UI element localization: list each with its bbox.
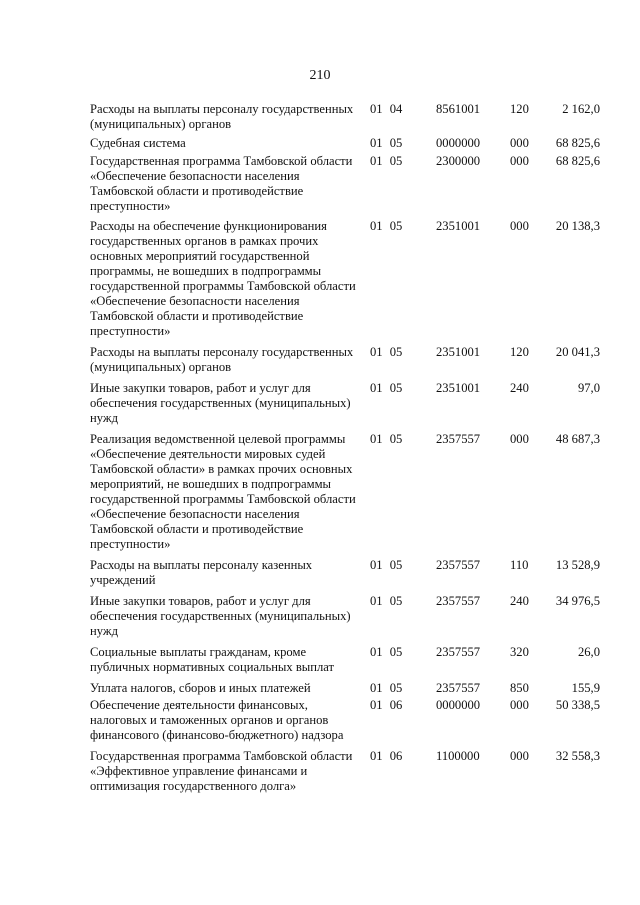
expense-type-code: 120 [510, 345, 529, 359]
item-name: Расходы на обеспечение функционирования государственных органов в рамках прочих основных мероприятий государственной программы, не вошедших в подпрограммы государственной программы Тамбовской области «Обеспечение безопасности населения Тамбовской области и противодействие преступности» [90, 219, 356, 338]
table-row [90, 698, 610, 743]
table-row [90, 749, 610, 794]
expense-type-code: 320 [510, 645, 529, 659]
expense-type-code: 000 [510, 136, 529, 150]
target-article-code: 0000000 [436, 136, 481, 150]
target-article-code: 0000000 [436, 698, 481, 712]
item-name: Расходы на выплаты персоналу государственных (муниципальных) органов [90, 345, 354, 374]
target-article-code: 2357557 [436, 594, 481, 608]
table-row [90, 645, 610, 675]
target-article-code: 1100000 [436, 749, 480, 763]
amount: 20 041,3 [555, 345, 600, 359]
target-article-code: 8561001 [436, 102, 481, 116]
section-code: 01 06 [370, 698, 403, 712]
amount: 48 687,3 [555, 432, 600, 446]
section-code: 01 06 [370, 749, 403, 763]
expense-type-code: 000 [510, 219, 529, 233]
table-row [90, 136, 610, 151]
expense-type-code: 000 [510, 432, 529, 446]
section-code: 01 05 [370, 594, 403, 608]
expense-type-code: 000 [510, 749, 529, 763]
amount: 97,0 [577, 381, 600, 395]
amount: 20 138,3 [555, 219, 600, 233]
section-code: 01 05 [370, 381, 403, 395]
amount: 2 162,0 [562, 102, 600, 116]
item-name: Судебная система [90, 136, 186, 150]
amount: 32 558,3 [555, 749, 600, 763]
table-row [90, 381, 610, 426]
expense-type-code: 850 [510, 681, 529, 695]
target-article-code: 2357557 [436, 681, 481, 695]
section-code: 01 05 [370, 558, 403, 572]
section-code: 01 05 [370, 154, 403, 168]
expense-type-code: 240 [510, 594, 529, 608]
amount: 34 976,5 [555, 594, 600, 608]
item-name: Иные закупки товаров, работ и услуг для обеспечения государственных (муниципальных) нужд [90, 381, 351, 425]
section-code: 01 05 [370, 345, 403, 359]
amount: 68 825,6 [555, 154, 600, 168]
table-row [90, 102, 610, 132]
section-code: 01 05 [370, 432, 403, 446]
item-name: Расходы на выплаты персоналу государственных (муниципальных) органов [90, 102, 354, 131]
page-number: 210 [309, 68, 331, 83]
table-row [90, 558, 610, 588]
item-name: Уплата налогов, сборов и иных платежей [90, 681, 311, 695]
section-code: 01 05 [370, 219, 403, 233]
table-row [90, 432, 610, 552]
target-article-code: 2300000 [436, 154, 481, 168]
table-row [90, 154, 610, 214]
section-code: 01 04 [370, 102, 403, 116]
expense-type-code: 240 [510, 381, 529, 395]
target-article-code: 2357557 [436, 645, 481, 659]
table-row [90, 594, 610, 639]
section-code: 01 05 [370, 681, 403, 695]
target-article-code: 2351001 [436, 345, 481, 359]
expense-type-code: 110 [510, 558, 529, 572]
target-article-code: 2351001 [436, 381, 481, 395]
target-article-code: 2357557 [436, 432, 481, 446]
section-code: 01 05 [370, 136, 403, 150]
section-code: 01 05 [370, 645, 403, 659]
item-name: Социальные выплаты гражданам, кроме публичных нормативных социальных выплат [90, 645, 335, 674]
amount: 13 528,9 [555, 558, 600, 572]
target-article-code: 2357557 [436, 558, 481, 572]
amount: 68 825,6 [555, 136, 600, 150]
expense-type-code: 000 [510, 698, 529, 712]
budget-table [90, 102, 610, 797]
amount: 26,0 [577, 645, 600, 659]
item-name: Расходы на выплаты персоналу казенных учреждений [90, 558, 313, 587]
target-article-code: 2351001 [436, 219, 481, 233]
item-name: Государственная программа Тамбовской области «Обеспечение безопасности населения Тамбовской области и противодействие преступности» [90, 154, 353, 213]
amount: 50 338,5 [555, 698, 600, 712]
table-row [90, 219, 610, 339]
item-name: Государственная программа Тамбовской области «Эффективное управление финансами и оптимизация государственного долга» [90, 749, 353, 793]
item-name: Обеспечение деятельности финансовых, налоговых и таможенных органов и органов финансового (финансово-бюджетного) надзора [90, 698, 344, 742]
amount: 155,9 [571, 681, 600, 695]
item-name: Иные закупки товаров, работ и услуг для обеспечения государственных (муниципальных) нужд [90, 594, 351, 638]
expense-type-code: 000 [510, 154, 529, 168]
table-row [90, 345, 610, 375]
expense-type-code: 120 [510, 102, 529, 116]
item-name: Реализация ведомственной целевой программы «Обеспечение деятельности мировых судей Тамбовской области» в рамках прочих основных мероприятий, не вошедших в подпрограммы государственной программы Тамбовской области «Обеспечение безопасности населения Тамбовской области и противодействие преступности» [90, 432, 356, 551]
table-row [90, 681, 610, 696]
